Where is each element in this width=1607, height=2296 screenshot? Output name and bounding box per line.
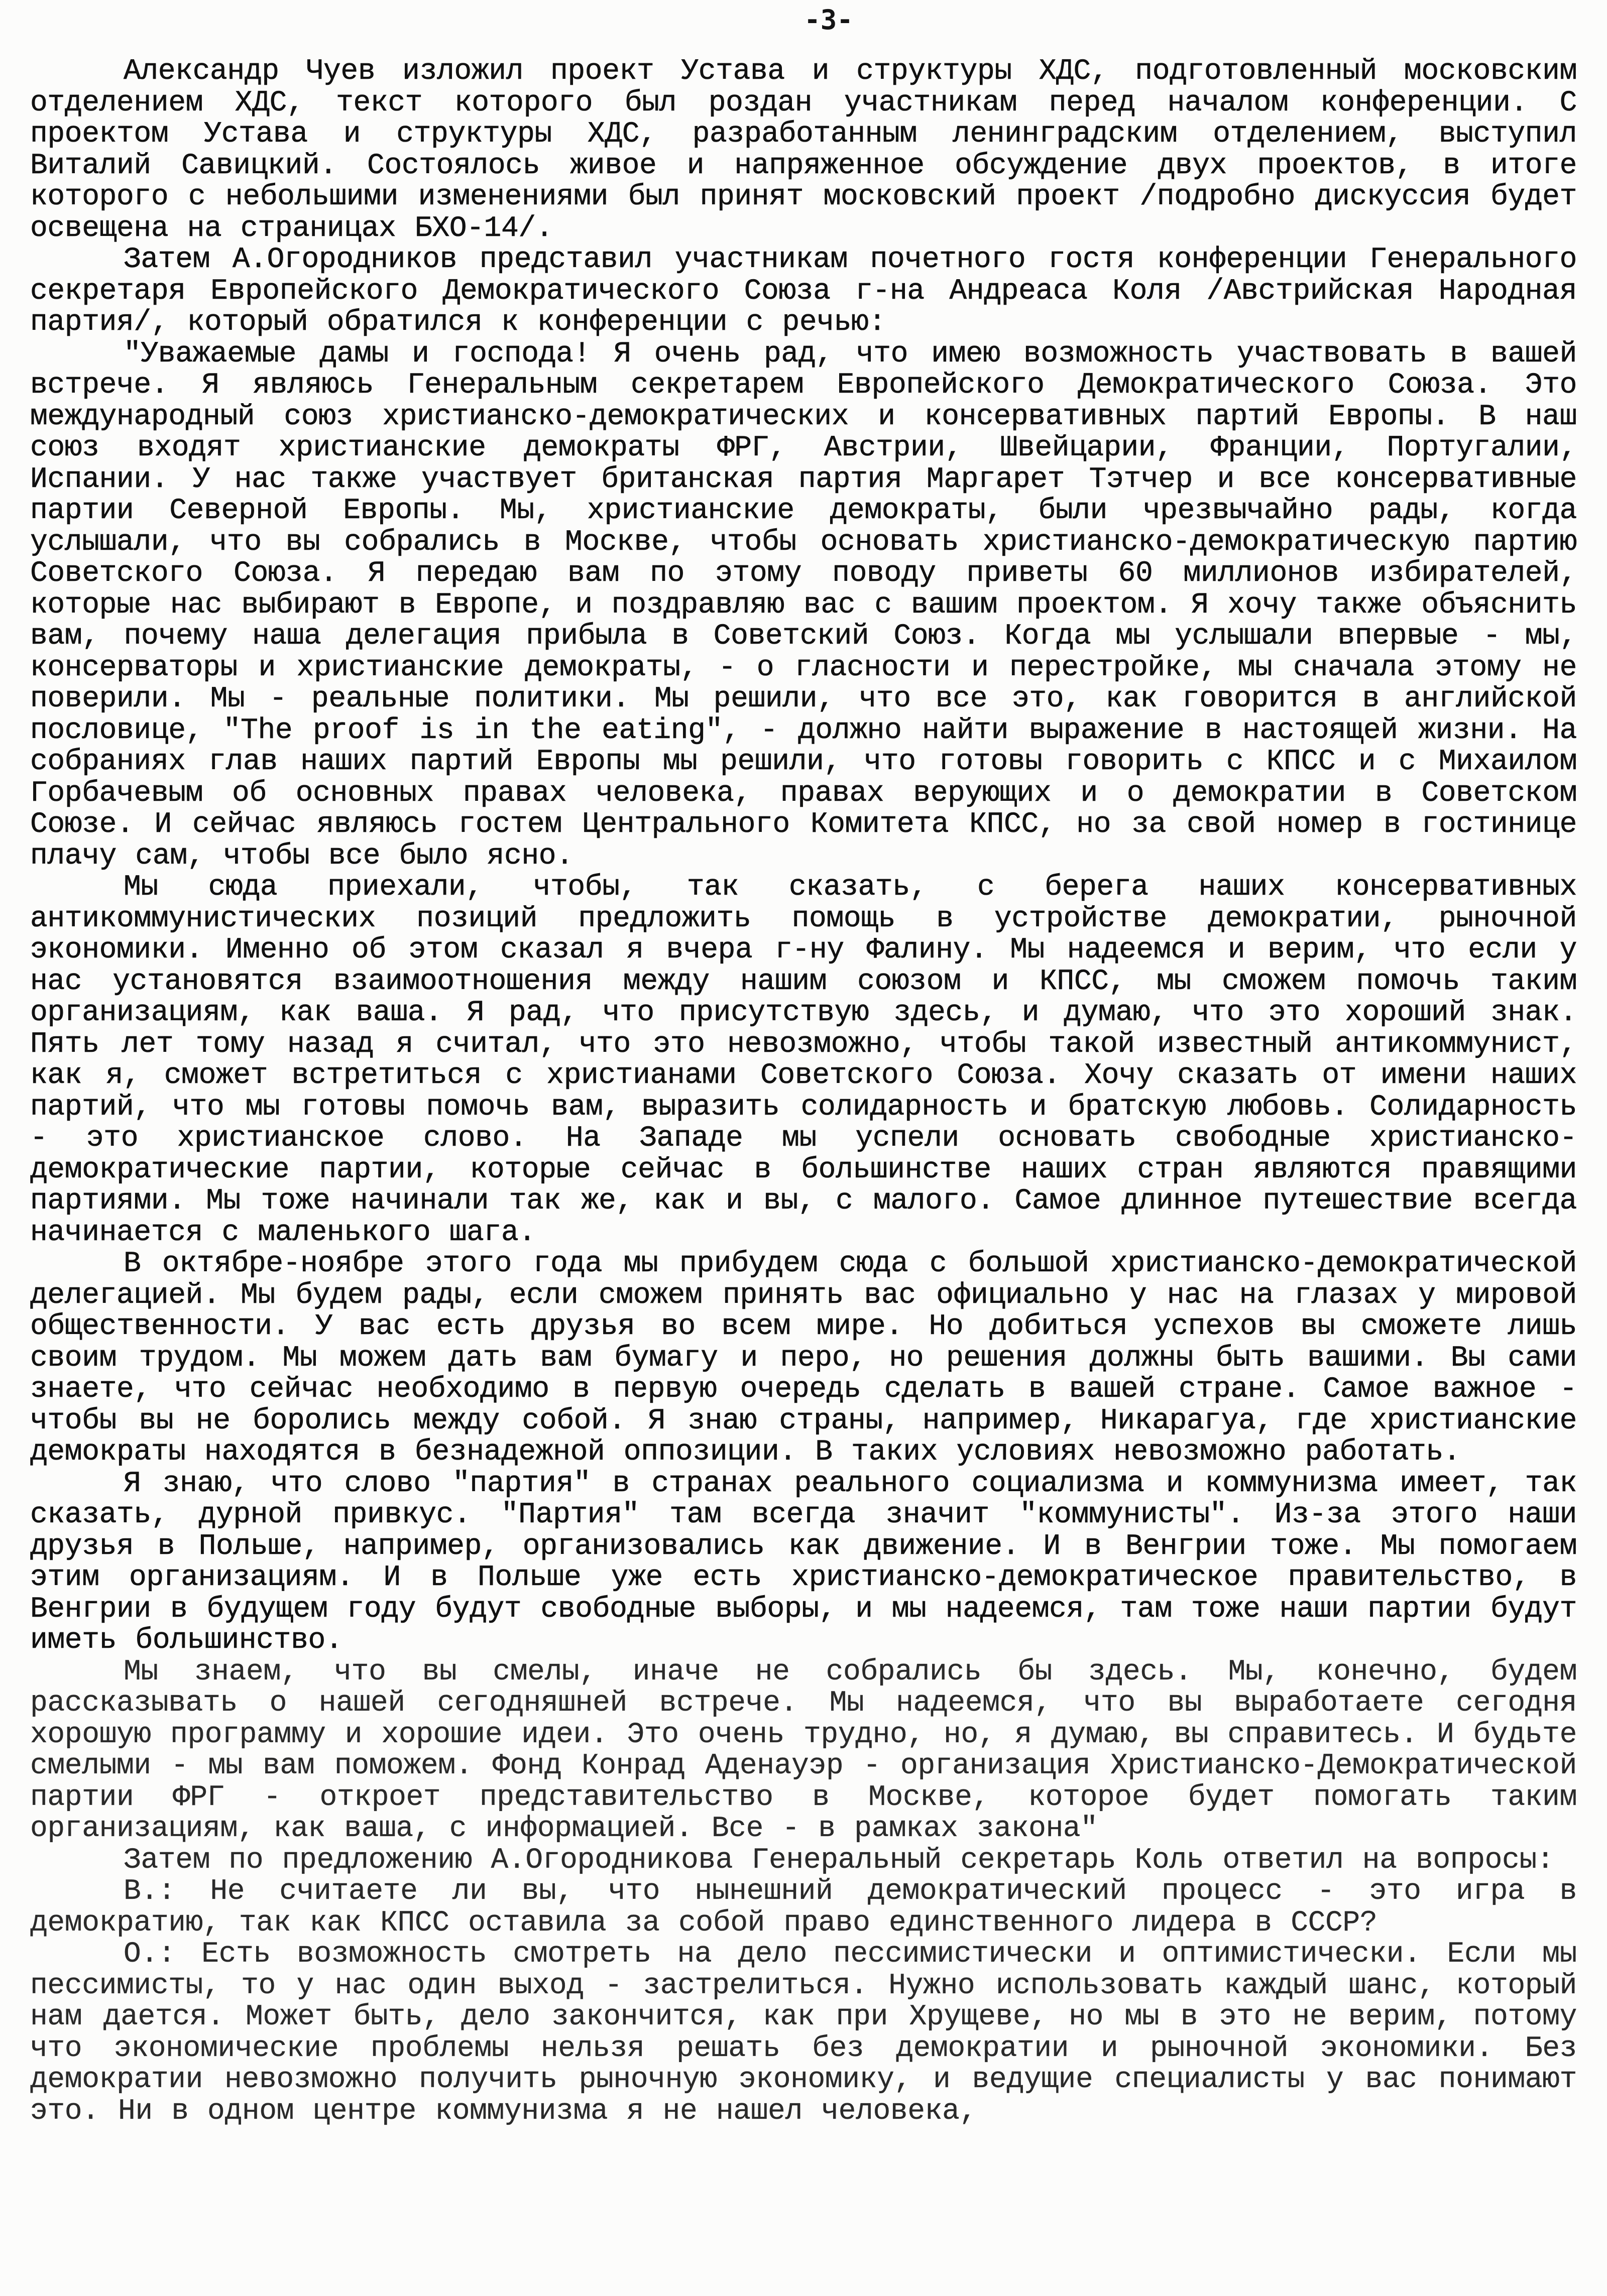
- paragraph-charter-discussion: Александр Чуев изложил проект Устава и структуры ХДС, подготовленный московским отделением ХДС, текст которого был роздан участникам перед началом конференции. С проектом Устава и структуры ХДС, разработанным ленинградским отделением, выступил Виталий Савицкий. Состоялось живое и напряженное обсуждение двух проектов, в итоге которого с небольшими изменениями был принят московский проект /подробно дискуссия будет освещена на страницах БХО-14/.: [30, 55, 1577, 245]
- paragraph-speech-closing: Мы знаем, что вы смелы, иначе не собрались бы здесь. Мы, конечно, будем рассказывать о нашей сегодняшней встрече. Мы надеемся, что вы выработаете сегодня хорошую программу и хорошие идеи. Это очень трудно, но, я думаю, вы справитесь. И будьте смелыми - мы вам поможем. Фонд Конрад Аденауэр - организация Христианско-Демократической партии ФРГ - откроет представительство в Москве, которое будет помогать таким организациям, как ваша, с информацией. Все - в рамках закона": [30, 1655, 1577, 1845]
- paragraph-answer: О.: Есть возможность смотреть на дело пессимистически и оптимистически. Если мы пессимисты, то у нас один выход - застрелиться. Нужно использовать каждый шанс, который нам дается. Может быть, дело закончится, как при Хрущеве, но мы в это не верим, потому что экономические проблемы нельзя решать без демократии и рыночной экономики. Без демократии невозможно получить рыночную экономику, и ведущие специалисты у вас понимают это. Ни в одном центре коммунизма я не нашел человека,: [30, 1938, 1577, 2128]
- paragraph-speech-opening: "Уважаемые дамы и господа! Я очень рад, что имею возможность участвовать в вашей встрече. Я являюсь Генеральным секретарем Европейского Демократического Союза. Это международный союз христианско-демократических и консервативных партий Европы. В наш союз входят христианские демократы ФРГ, Австрии, Швейцарии, Франции, Португалии, Испании. У нас также участвует британская партия Маргарет Тэтчер и все консервативные партии Северной Европы. Мы, христианские демократы, были чрезвычайно рады, когда услышали, что вы собрались в Москве, чтобы основать христианско-демократическую партию Советского Союза. Я передаю вам по этому поводу приветы 60 миллионов избирателей, которые нас выбирают в Европе, и поздравляю вас с вашим проектом. Я хочу также объяснить вам, почему наша делегация прибыла в Советский Союз. Когда мы услышали впервые - мы, консерваторы и христианские демократы, - о гласности и перестройке, мы сначала этому не поверили. Мы - реальные политики. Мы решили, что все это, как говорится в английской пословице, "The proof is in the eating", - должно найти выражение в настоящей жизни. На собраниях глав наших партий Европы мы решили, что готовы говорить с КПСС и с Михаилом Горбачевым об основных правах человека, правах верующих и о демократии в Советском Союзе. И сейчас являюсь гостем Центрального Комитета КПСС, но за свой номер в гостинице плачу сам, чтобы все было ясно.: [30, 337, 1577, 873]
- paragraph-speech-party-word: Я знаю, что слово "партия" в странах реального социализма и коммунизма имеет, так сказать, дурной привкус. "Партия" там всегда значит "коммунисты". Из-за этого наши друзья в Польше, например, организовались как движение. И в Венгрии тоже. Мы помогаем этим организациям. И в Польше уже есть христианско-демократическое правительство, в Венгрии в будущем году будут свободные выборы, и мы надеемся, там тоже наши партии будут иметь большинство.: [30, 1467, 1577, 1657]
- paragraph-guest-introduction: Затем А.Огородников представил участникам почетного гостя конференции Генерального секретаря Европейского Демократического Союза г-на Андреаса Коля /Австрийская Народная партия/, который обратился к конференции с речью:: [30, 244, 1577, 339]
- paragraph-questions-intro: Затем по предложению А.Огородникова Генеральный секретарь Коль ответил на вопросы:: [124, 1844, 1554, 1877]
- document-body: [30, 56, 1577, 2127]
- paragraph-speech-help: Мы сюда приехали, чтобы, так сказать, с берега наших консервативных антикоммунистических позиций предложить помощь в устройстве демократии, рыночной экономики. Именно об этом сказал я вчера г-ну Фалину. Мы надеемся и верим, что если у нас установятся взаимоотношения между нашим союзом и КПСС, мы сможем помочь таким организациям, как ваша. Я рад, что присутствую здесь, и думаю, что это хороший знак. Пять лет тому назад я считал, что это невозможно, чтобы такой известный антикоммунист, как я, сможет встретиться с христианами Советского Союза. Хочу сказать от имени наших партий, что мы готовы помочь вам, выразить солидарность и братскую любовь. Солидарность - это христианское слово. На Западе мы успели основать свободные христианско-демократические партии, которые сейчас в большинстве наших стран являются правящими партиями. Мы тоже начинали так же, как и вы, с малого. Самое длинное путешествие всегда начинается с маленького шага.: [30, 871, 1577, 1249]
- page-number: -3-: [804, 4, 853, 36]
- paragraph-question: В.: Не считаете ли вы, что нынешний демократический процесс - это игра в демократию, так как КПСС оставила за собой право единственного лидера в СССР?: [30, 1875, 1577, 1940]
- paragraph-speech-delegation: В октябре-ноябре этого года мы прибудем сюда с большой христианско-демократической делегацией. Мы будем рады, если сможем принять вас официально у нас на глазах у мировой общественности. У вас есть друзья во всем мире. Но добиться успехов вы сможете лишь своим трудом. Мы можем дать вам бумагу и перо, но решения должны быть вашими. Вы сами знаете, что сейчас необходимо в первую очередь сделать в вашей стране. Самое важное - чтобы вы не боролись между собой. Я знаю страны, например, Никарагуа, где христианские демократы находятся в безнадежной оппозиции. В таких условиях невозможно работать.: [30, 1248, 1577, 1469]
